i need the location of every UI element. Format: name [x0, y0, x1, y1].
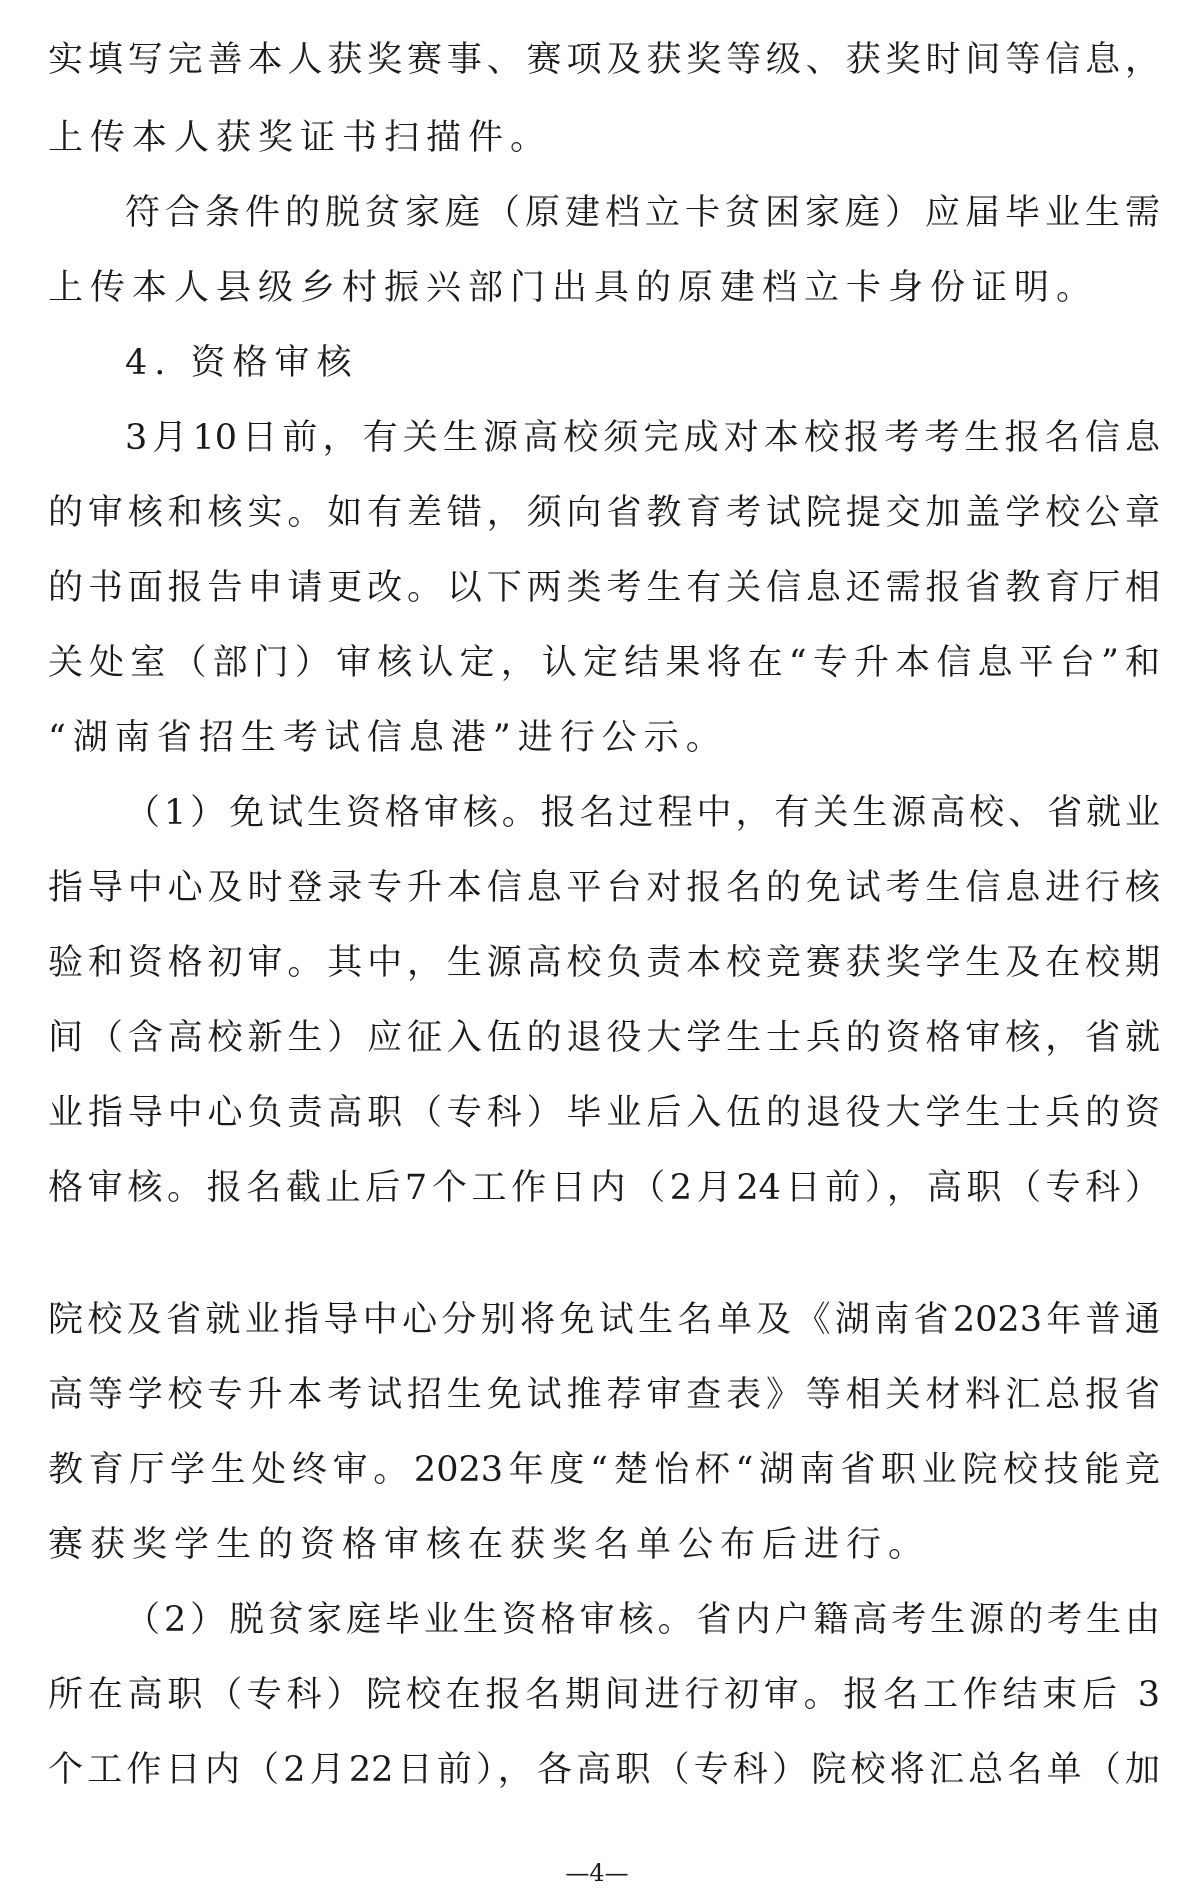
text-line-18: 高等学校专升本考试招生免试推荐审查表》等相关材料汇总报省 — [48, 1375, 1160, 1415]
text-line-19: 教育厅学生处终审。2023年度“楚怡杯“湖南省职业院校技能竞 — [48, 1450, 1160, 1490]
text-line-2: 上传本人获奖证书扫描件。 — [48, 118, 553, 158]
page-number: —4— — [565, 1859, 629, 1887]
text-line-23: 个工作日内（2月22日前），各高职（专科）院校将汇总名单（加 — [48, 1750, 1160, 1790]
text-line-3: 符合条件的脱贫家庭（原建档立卡贫困家庭）应届毕业生需 — [125, 193, 1160, 233]
text-line-15: 业指导中心负责高职（专科）毕业后入伍的退役大学生士兵的资 — [48, 1093, 1160, 1133]
text-line-21: （2）脱贫家庭毕业生资格审核。省内户籍高考生源的考生由 — [125, 1600, 1160, 1640]
text-line-20: 赛获奖学生的资格审核在获奖名单公布后进行。 — [48, 1525, 931, 1565]
text-line-17: 院校及省就业指导中心分别将免试生名单及《湖南省2023年普通 — [48, 1300, 1160, 1340]
text-line-12: 指导中心及时登录专升本信息平台对报名的免试考生信息进行核 — [48, 868, 1160, 908]
text-line-10: “湖南省招生考试信息港”进行公示。 — [48, 718, 728, 758]
text-line-7: 的审核和核实。如有差错，须向省教育考试院提交加盖学校公章 — [48, 493, 1160, 533]
text-line-8: 的书面报告申请更改。以下两类考生有关信息还需报省教育厅相 — [48, 568, 1160, 608]
text-line-11: （1）免试生资格审核。报名过程中，有关生源高校、省就业 — [125, 793, 1160, 833]
text-line-13: 验和资格初审。其中，生源高校负责本校竞赛获奖学生及在校期 — [48, 943, 1160, 983]
text-line-16: 格审核。报名截止后7个工作日内（2月24日前），高职（专科） — [48, 1168, 1160, 1208]
text-line-14: 间（含高校新生）应征入伍的退役大学生士兵的资格审核，省就 — [48, 1018, 1160, 1058]
text-line-6: 3月10日前，有关生源高校须完成对本校报考考生报名信息 — [125, 418, 1160, 458]
text-line-22: 所在高职（专科）院校在报名期间进行初审。报名工作结束后 3 — [48, 1675, 1160, 1715]
text-line-9: 关处室（部门）审核认定，认定结果将在“专升本信息平台”和 — [48, 643, 1160, 683]
section-heading: 4. 资格审核 — [125, 343, 359, 383]
text-line-1: 实填写完善本人获奖赛事、赛项及获奖等级、获奖时间等信息， — [48, 40, 1160, 80]
text-line-4: 上传本人县级乡村振兴部门出具的原建档立卡身份证明。 — [48, 268, 1099, 308]
